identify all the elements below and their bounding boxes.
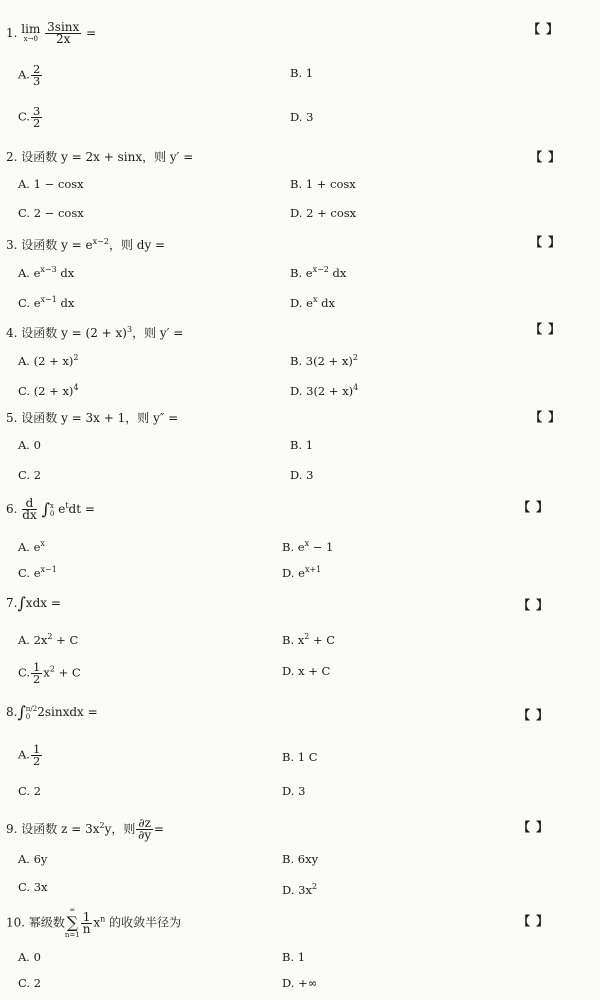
option-9d[interactable]: D. $3x^2$ bbox=[282, 882, 318, 897]
question-1-stem bbox=[6, 22, 96, 45]
lim-subscript: x→0 bbox=[23, 34, 38, 43]
fraction-denominator: 2x bbox=[56, 32, 71, 46]
option-4d[interactable]: D. $3(2 + x)^4$ bbox=[290, 383, 359, 398]
option-1a[interactable]: A. $\frac{2}{3}$ bbox=[18, 62, 41, 88]
question-2-stem: 2. 设函数 y = 2x + sinx，则 y′ = bbox=[6, 150, 194, 164]
answer-bracket-5[interactable]: 【 】 bbox=[530, 410, 562, 424]
option-9c[interactable]: C. 3x bbox=[18, 880, 48, 894]
answer-bracket-7[interactable]: 【 】 bbox=[518, 598, 550, 612]
lim-text: lim bbox=[21, 21, 41, 36]
option-1b[interactable]: B. 1 bbox=[290, 66, 314, 80]
option-10c[interactable]: C. 2 bbox=[18, 976, 42, 990]
question-5-stem: 5. 设函数 y = 3x + 1，则 y″ = bbox=[6, 411, 179, 425]
summation: ∞ ∑ n=1 bbox=[64, 906, 80, 939]
option-6c[interactable]: C. $e^{x-1}$ bbox=[18, 565, 57, 580]
fraction: $\frac{2}{3}$ bbox=[32, 62, 41, 88]
answer-bracket-4[interactable]: 【 】 bbox=[530, 322, 562, 336]
answer-bracket-3[interactable]: 【 】 bbox=[530, 235, 562, 249]
option-4a[interactable]: A. $(2 + x)^2$ bbox=[18, 353, 79, 368]
integral-sign: ∫ bbox=[17, 593, 26, 613]
question-6-stem: 6. $\frac{d}{dx}$ ∫x 0 $e^tdt$ = bbox=[6, 496, 95, 522]
fraction: $\frac{1}{2}$ bbox=[33, 660, 41, 686]
integral-bounds: π/2 0 bbox=[25, 704, 38, 721]
answer-bracket-9[interactable]: 【 】 bbox=[518, 820, 550, 834]
question-number: 1. bbox=[6, 26, 18, 40]
option-7c[interactable]: C. $\frac{1}{2}$ $x^2 + C$ bbox=[18, 660, 81, 686]
option-5c[interactable]: C. 2 bbox=[18, 468, 42, 482]
equals-sign: = bbox=[86, 26, 97, 40]
option-1c[interactable]: C. $\frac{3}{2}$ bbox=[18, 104, 41, 130]
option-2b[interactable]: B. 1 + cosx bbox=[290, 177, 356, 191]
option-9b[interactable]: B. 6xy bbox=[282, 852, 319, 866]
fraction: $\frac{3}{2}$ bbox=[33, 104, 41, 130]
option-2c[interactable]: C. 2 − cosx bbox=[18, 206, 84, 220]
option-7d[interactable]: D. x + C bbox=[282, 664, 331, 678]
fraction: $\frac{1}{n}$ bbox=[82, 909, 91, 936]
option-9a[interactable]: A. 6y bbox=[18, 852, 48, 866]
option-1d[interactable]: D. 3 bbox=[290, 110, 314, 124]
option-10a[interactable]: A. 0 bbox=[18, 950, 41, 964]
question-3-stem: 3. 设函数 $y = e^{x-2}$，则 dy = bbox=[6, 237, 166, 252]
option-4b[interactable]: B. $3(2 + x)^2$ bbox=[290, 353, 358, 368]
question-10-stem: 10. 幂级数∞ ∑ n=1 $\frac{1}{n}$ $x^n$ 的收敛半径为 bbox=[6, 906, 182, 939]
answer-bracket-1[interactable]: 【 】 bbox=[528, 22, 560, 36]
option-8c[interactable]: C. 2 bbox=[18, 784, 42, 798]
option-2d[interactable]: D. 2 + cosx bbox=[290, 206, 357, 220]
derivative-fraction: $\frac{d}{dx}$ bbox=[22, 496, 37, 522]
option-3b[interactable]: B. $e^{x-2}$ dx bbox=[290, 265, 347, 280]
integral-bounds: x 0 bbox=[49, 501, 55, 518]
fraction-numerator: 3sinx bbox=[47, 20, 80, 34]
option-10b[interactable]: B. 1 bbox=[282, 950, 306, 964]
option-5d[interactable]: D. 3 bbox=[290, 468, 314, 482]
fraction: $\frac{1}{2}$ bbox=[32, 742, 41, 768]
option-6b[interactable]: B. $e^x - 1$ bbox=[282, 539, 334, 554]
option-8a[interactable]: A. $\frac{1}{2}$ bbox=[18, 742, 41, 768]
option-5b[interactable]: B. 1 bbox=[290, 438, 314, 452]
question-7-stem: 7.∫xdx = bbox=[6, 593, 61, 613]
answer-bracket-10[interactable]: 【 】 bbox=[518, 914, 550, 928]
option-7a[interactable]: A. $2x^2 + C$ bbox=[18, 632, 79, 647]
option-2a[interactable]: A. 1 − cosx bbox=[18, 177, 84, 191]
option-6a[interactable]: A. $e^x$ bbox=[18, 539, 45, 554]
option-3d[interactable]: D. $e^x$ dx bbox=[290, 295, 335, 310]
option-5a[interactable]: A. 0 bbox=[18, 438, 41, 452]
option-3c[interactable]: C. $e^{x-1}$ dx bbox=[18, 295, 75, 310]
fraction bbox=[45, 22, 81, 45]
answer-bracket-2[interactable]: 【 】 bbox=[530, 150, 562, 164]
option-4c[interactable]: C. $(2 + x)^4$ bbox=[18, 383, 79, 398]
option-8b[interactable]: B. 1 C bbox=[282, 750, 318, 764]
answer-bracket-8[interactable]: 【 】 bbox=[518, 708, 550, 722]
partial-derivative-fraction: $\frac{\partial z}{\partial y}$ bbox=[138, 816, 152, 842]
answer-bracket-6[interactable]: 【 】 bbox=[518, 500, 550, 514]
integral-sign: ∫ bbox=[17, 702, 26, 722]
question-9-stem: 9. 设函数 $z = 3x^2y$，则 $\frac{\partial z}{\partial y}$ = bbox=[6, 816, 164, 842]
option-3a[interactable]: A. $e^{x-3}$ dx bbox=[18, 265, 75, 280]
option-7b[interactable]: B. $x^2 + C$ bbox=[282, 632, 336, 647]
limit-operator bbox=[21, 21, 41, 44]
option-10d[interactable]: D. +∞ bbox=[282, 976, 318, 990]
option-8d[interactable]: D. 3 bbox=[282, 784, 306, 798]
integral-sign: ∫ bbox=[41, 499, 50, 519]
question-8-stem: 8.∫π/2 0 2sinxdx = bbox=[6, 702, 98, 722]
option-6d[interactable]: D. $e^{x+1}$ bbox=[282, 565, 322, 580]
question-4-stem: 4. 设函数 $y = (2 + x)^3$，则 y′ = bbox=[6, 325, 184, 340]
